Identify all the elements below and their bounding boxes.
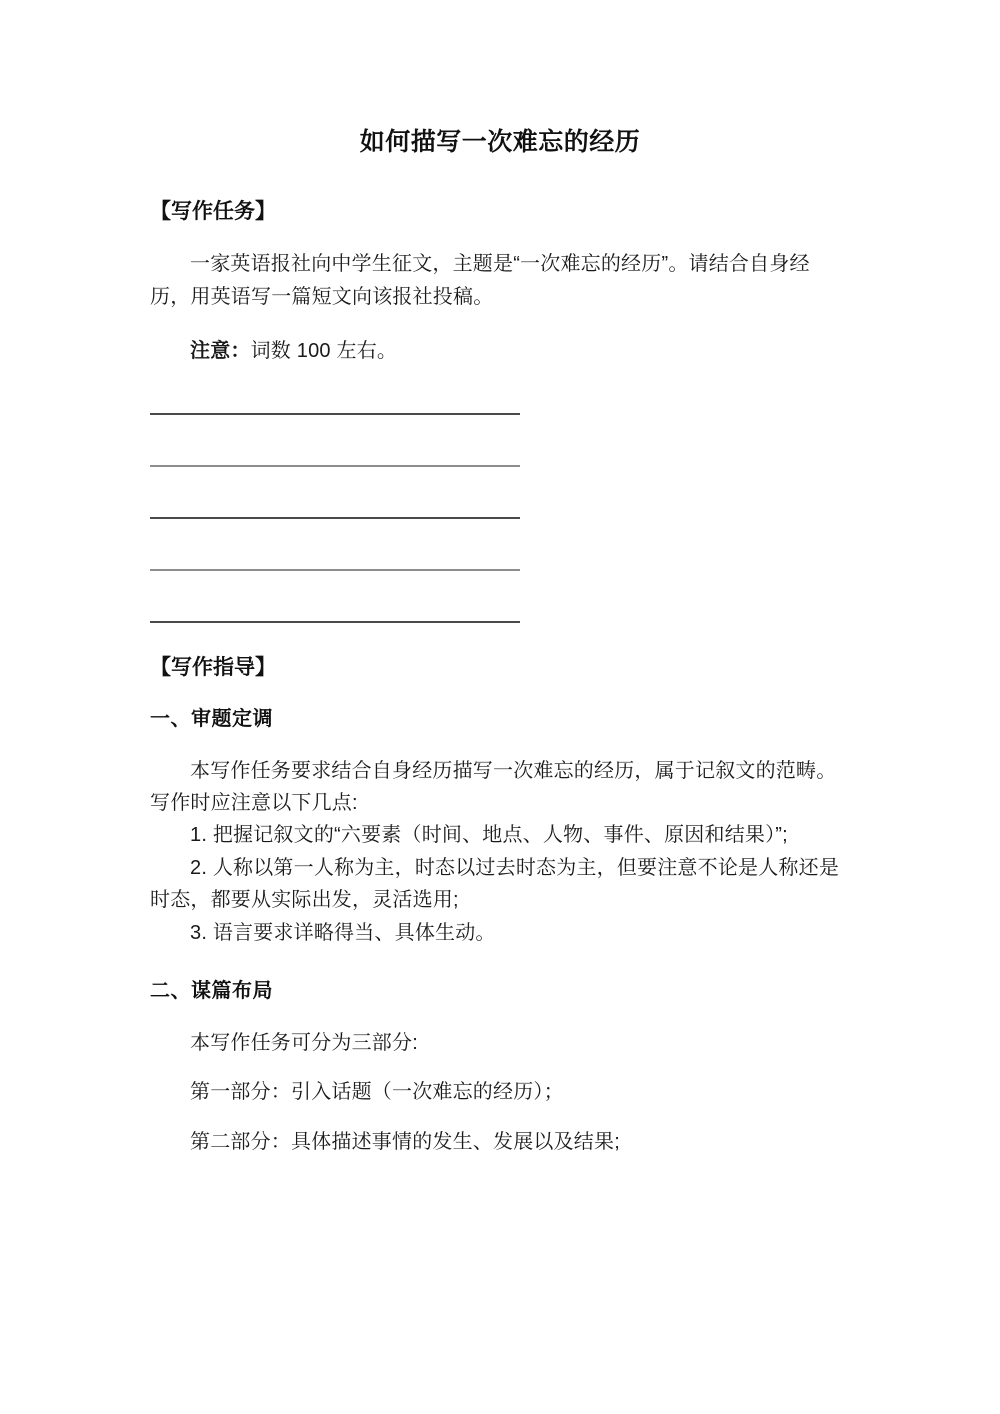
topic-analysis-intro: 本写作任务要求结合自身经历描写一次难忘的经历，属于记叙文的范畴。写作时应注意以下几点: <box>150 759 837 815</box>
answer-lines-group <box>150 413 520 623</box>
list-item: 1. 把握记叙文的“六要素（时间、地点、人物、事件、原因和结果）”; <box>190 824 788 847</box>
answer-line <box>150 621 520 623</box>
section-heading-writing-guide: 【写作指导】 <box>150 656 276 680</box>
list-item: 第一部分：引入话题（一次难忘的经历）； <box>190 1081 564 1104</box>
answer-line <box>150 569 520 571</box>
answer-line <box>150 413 520 415</box>
subsection-heading-topic-analysis: 一、审题定调 <box>150 707 273 730</box>
list-item: 3. 语言要求详略得当、具体生动。 <box>190 921 496 944</box>
structure-intro: 本写作任务可分为三部分: <box>190 1032 418 1055</box>
writing-task-prompt: 一家英语报社向中学生征文，主题是“一次难忘的经历”。请结合自身经历，用英语写一篇短文向该报社投稿。 <box>150 253 810 308</box>
subsection-heading-structure: 二、谋篇布局 <box>150 980 273 1003</box>
page-title: 如何描写一次难忘的经历 <box>359 128 641 156</box>
document-content <box>150 0 850 1158</box>
section-heading-writing-task: 【写作任务】 <box>150 199 276 223</box>
note-label: 注意： <box>190 339 251 362</box>
answer-line <box>150 517 520 519</box>
answer-line <box>150 465 520 467</box>
list-item: 2. 人称以第一人称为主，时态以过去时态为主，但要注意不论是人称还是时态，都要从实际出发，灵活选用; <box>150 856 840 912</box>
note-text: 词数 100 左右。 <box>250 339 398 362</box>
writing-task-note <box>150 335 850 367</box>
list-item: 第二部分：具体描述事情的发生、发展以及结果; <box>190 1130 620 1153</box>
